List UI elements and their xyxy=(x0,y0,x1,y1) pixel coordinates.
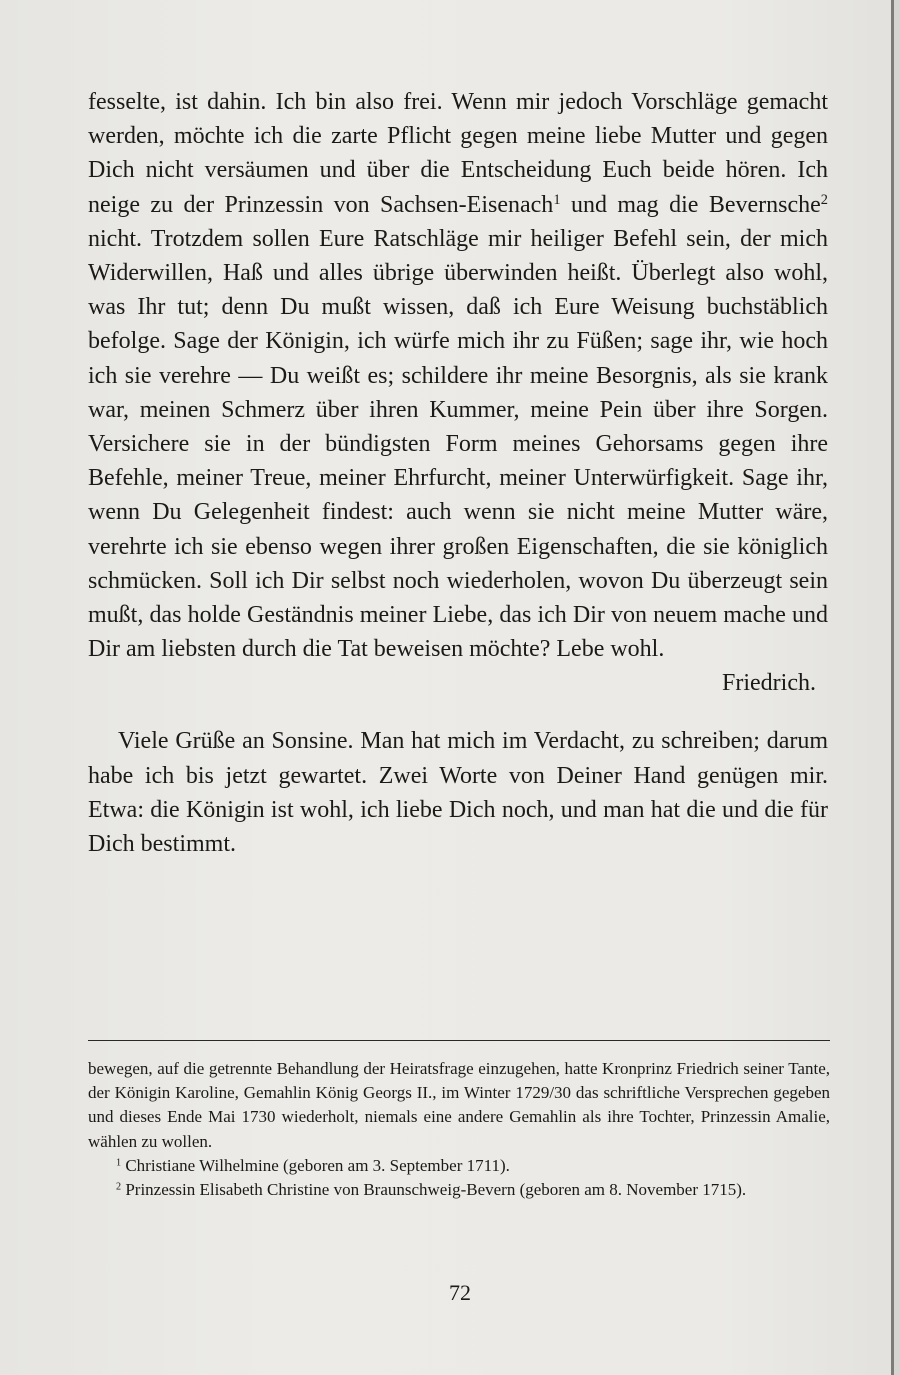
letter-text-part-3: nicht. Trotzdem sollen Eure Ratschläge mir heiliger Befehl sein, der mich Widerwillen, Haß und alles übrige überwinden heißt. Überlegt also wohl, was Ihr tut; denn Du mußt wissen, daß ich Eure Weisung buchstäblich befolge. Sage der Königin, ich würfe mich ihr zu Füßen; sage ihr, wie hoch ich sie verehre — Du weißt es; schildere ihr meine Besorgnis, als sie krank war, meinen Schmerz über ihren Kummer, meine Pein über ihre Sorgen. Versichere sie in der bündigsten Form meines Gehorsams gegen ihre Befehle, meiner Treue, meiner Ehrfurcht, meiner Unterwürfigkeit. Sage ihr, wenn Du Gelegenheit findest: auch wenn sie nicht meine Mutter wäre, verehrte ich sie ebenso wegen ihrer großen Eigenschaften, die sie königlich schmücken. Soll ich Dir selbst noch wiederholen, wovon Du überzeugt sein mußt, das holde Geständnis meiner Liebe, das ich Dir von neuem mache und Dir am liebsten durch die Tat beweisen möchte? Lebe wohl. xyxy=(88,225,828,663)
letter-body xyxy=(88,85,828,861)
footnote-continuation: bewegen, auf die getrennte Behandlung der Heiratsfrage einzugehen, hatte Kronprinz Friedrich seiner Tante, der Königin Karoline, Gemahlin König Georgs II., im Winter 1729/30 das schriftliche Versprechen gegeben und dieses Ende Mai 1730 wiederholt, niemals eine andere Gemahlin als ihre Tochter, Prinzessin Amalie, wählen zu wollen. xyxy=(88,1059,830,1151)
footnote-divider xyxy=(88,1040,830,1041)
footnote-2-text: Prinzessin Elisabeth Christine von Braunschweig-Bevern (geboren am 8. November 1715). xyxy=(121,1180,747,1200)
footnote-1-text: Christiane Wilhelmine (geboren am 3. September 1711). xyxy=(121,1155,510,1175)
footnote-ref-2: 2 xyxy=(820,191,828,208)
footnote-1-marker: 1 xyxy=(116,1157,122,1169)
page-edge-line xyxy=(891,0,894,1375)
footnote-1 xyxy=(88,1154,830,1178)
letter-signature: Friedrich. xyxy=(722,670,816,697)
letter-paragraph xyxy=(88,85,828,666)
letter-text-part-2: und mag die Bevernsche xyxy=(560,191,821,218)
letter-text-part-1: fesselte, ist dahin. Ich bin also frei. Wenn mir jedoch Vorschläge gemacht werden, möchte ich die zarte Pflicht gegen meine liebe Mutter und gegen Dich nicht versäumen und über die Entscheidung Euch beide hören. Ich neige zu der Prinzessin von Sachsen-Eisenach xyxy=(88,89,828,218)
page-number: 72 xyxy=(449,1280,471,1305)
footnote-2-marker: 2 xyxy=(116,1181,122,1193)
footnotes xyxy=(88,1057,830,1202)
footnote-2 xyxy=(88,1178,830,1202)
letter-postscript: Viele Grüße an Sonsine. Man hat mich im Verdacht, zu schreiben; darum habe ich bis jetzt gewartet. Zwei Worte von Deiner Hand genügen mir. Etwa: die Königin ist wohl, ich liebe Dich noch, und man hat die und die für Dich bestimmt. xyxy=(88,728,828,858)
page-edge-shadow xyxy=(894,0,900,1375)
footnote-ref-1: 1 xyxy=(553,191,561,208)
